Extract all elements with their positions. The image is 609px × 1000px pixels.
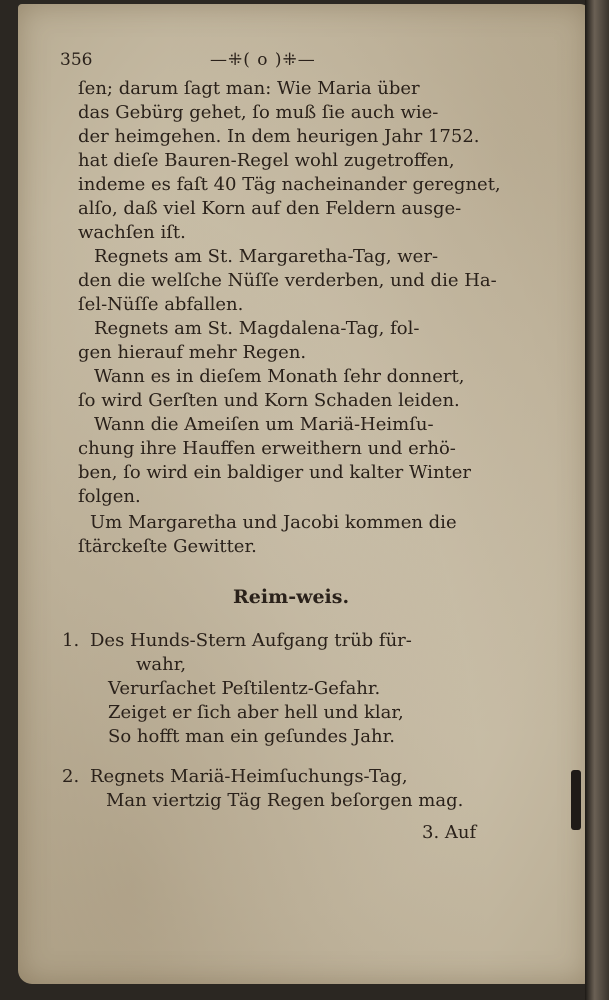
section-title: Reim-weis.	[233, 586, 350, 608]
verse-line: Verurſachet Peſtilentz-Gefahr.	[108, 678, 381, 699]
paragraph-line: ſen; darum ſagt man: Wie Maria über	[78, 78, 420, 99]
verse-line: Des Hunds-Stern Aufgang trüb für-	[90, 630, 412, 651]
verse-line: wahr,	[136, 654, 187, 675]
paragraph-line: den die welſche Nüſſe verderben, und die Ha-	[78, 270, 497, 291]
verse-line: So hofft man ein geſundes Jahr.	[108, 726, 395, 747]
paragraph-line: Wann die Ameiſen um Mariä-Heimſu-	[94, 414, 434, 435]
paragraph-line: ſtärckeſte Gewitter.	[78, 536, 257, 557]
paper-page	[18, 4, 590, 984]
paragraph-line: ſo wird Gerſten und Korn Schaden leiden.	[78, 390, 460, 411]
verse-line: Man viertzig Täg Regen beſorgen mag.	[106, 790, 464, 811]
paragraph-line: indeme es faſt 40 Täg nacheinander geregnet,	[78, 174, 501, 195]
paragraph-line: wachſen iſt.	[78, 222, 186, 243]
paragraph-line: das Gebürg gehet, ſo muß ſie auch wie-	[78, 102, 439, 123]
paragraph-line: folgen.	[78, 486, 141, 507]
adjacent-page-edge	[585, 0, 609, 1000]
paragraph-line: Regnets am St. Margaretha-Tag, wer-	[94, 246, 439, 267]
verse-number: 2.	[62, 766, 80, 787]
verse-number: 1.	[62, 630, 80, 651]
page-number: 356	[60, 50, 93, 70]
paragraph-line: chung ihre Hauffen erweithern und erhö-	[78, 438, 456, 459]
verse-line: Zeiget er ſich aber hell und klar,	[108, 702, 404, 723]
catchword: 3. Auf	[422, 822, 477, 843]
paragraph-line: Um Margaretha und Jacobi kommen die	[90, 512, 457, 533]
paragraph-line: Regnets am St. Magdalena-Tag, fol-	[94, 318, 420, 339]
paragraph-line: ſel-Nüſſe abfallen.	[78, 294, 244, 315]
binding-shadow	[571, 770, 581, 830]
paragraph-line: der heimgehen. In dem heurigen Jahr 1752.	[78, 126, 480, 147]
paragraph-line: gen hierauf mehr Regen.	[78, 342, 307, 363]
header-ornament: —⁜( o )⁜—	[210, 50, 316, 70]
paragraph-line: Wann es in dieſem Monath ſehr donnert,	[94, 366, 465, 387]
paragraph-line: alſo, daß viel Korn auf den Feldern ausge-	[78, 198, 462, 219]
paragraph-line: hat dieſe Bauren-Regel wohl zugetroffen,	[78, 150, 455, 171]
verse-line: Regnets Mariä-Heimſuchungs-Tag,	[90, 766, 408, 787]
paragraph-line: ben, ſo wird ein baldiger und kalter Winter	[78, 462, 472, 483]
